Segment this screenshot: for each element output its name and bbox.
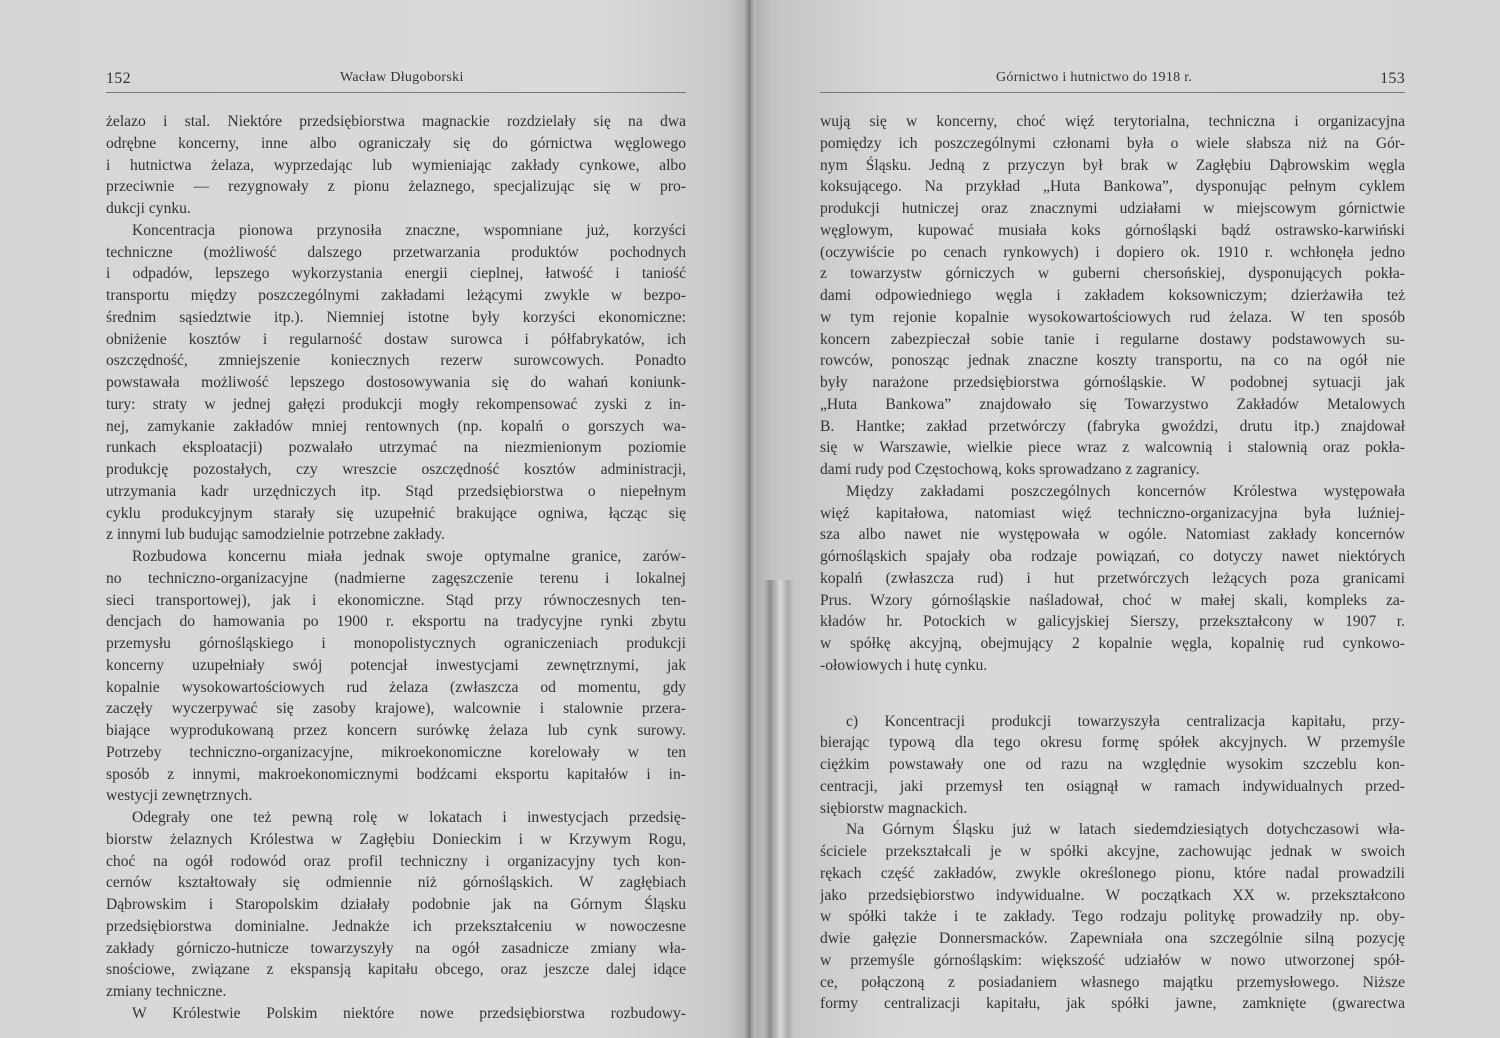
text-line: koksującego. Na przykład „Huta Bankowa”, dysponując pełnym cyklem bbox=[820, 178, 1405, 196]
book-gutter bbox=[744, 0, 756, 1038]
text-line: „Huta Bankowa” znajdowało się Towarzystwo Zakładów Metalowych bbox=[820, 395, 1405, 413]
text-line: odrębne koncerny, inne albo ograniczały się do górnictwa węglowego bbox=[106, 134, 686, 152]
right-page-number: 153 bbox=[1380, 70, 1405, 87]
text-line: w spółkę akcyjną, obejmujący 2 kopalnie węgla, kopalnię rud cynkowo- bbox=[820, 635, 1405, 652]
text-line: Koncentracja pionowa przynosiła znaczne, wspomniane już, korzyści bbox=[132, 221, 686, 239]
text-line: c) Koncentracji produkcji towarzyszyła centralizacja kapitału, przy- bbox=[846, 712, 1405, 730]
text-line: w przemyśle górnośląskim: większość udziałów w nowo utworzonej spół- bbox=[820, 951, 1405, 969]
text-line: biorstw żelaznych Królestwa w Zagłębiu Donieckim i w Krzywym Rogu, bbox=[106, 830, 686, 848]
text-line: były narażone przedsiębiorstwa górnośląskie. W podobnej sytuacji jak bbox=[820, 374, 1405, 391]
text-line: zaczęły wyczerpywać się zasoby krajowe), walcownie i stalownie przera- bbox=[106, 700, 686, 718]
text-line: rękach część zakładów, zwykle określonego pionu, które nadal prowadzili bbox=[820, 864, 1405, 882]
left-page-body bbox=[106, 111, 686, 1025]
right-page bbox=[750, 0, 1500, 1038]
text-line: górnośląskich spajały oba rodzaje powiązań, co dotyczy nawet niektórych bbox=[820, 548, 1405, 565]
text-line: i hutnictwa żelaza, wyprzedając lub wymieniając zakłady cynkowe, albo bbox=[106, 156, 686, 174]
text-line: snościowe, związane z ekspansją kapitału obcego, oraz jeszcze dalej idące bbox=[106, 961, 686, 979]
left-running-head bbox=[106, 70, 686, 93]
text-line: w tym rejonie kopalnie wysokowartościowych rud żelaza. W ten sposób bbox=[820, 308, 1405, 326]
text-line: się w Warszawie, wielkie piece wraz z walcownią i stalownią oraz pokła- bbox=[820, 439, 1405, 457]
text-line: pomiędzy ich poszczególnymi członami była o wiele słabsza niż na Gór- bbox=[820, 134, 1405, 152]
text-line: dukcji cynku. bbox=[106, 200, 191, 217]
text-line: i odpadów, lepszego wykorzystania energii cieplnej, łatwość i taniość bbox=[106, 265, 686, 283]
text-line: żelazo i stal. Niektóre przedsiębiorstwa magnackie rozdzielały się na dwa bbox=[106, 113, 686, 130]
left-page-number: 152 bbox=[106, 70, 131, 87]
right-running-title: Górnictwo i hutnictwo do 1918 r. bbox=[996, 70, 1193, 85]
text-line: przedsiębiorstwa dominialne. Jednakże ich przekształceniu w nowoczesne bbox=[106, 917, 686, 935]
text-line: przeciwnie — rezygnowały z pionu żelaznego, specjalizując się w pro- bbox=[106, 178, 686, 196]
text-line: średnim sąsiedztwie itp.). Niemniej istotne były korzyści ekonomiczne: bbox=[106, 308, 686, 326]
text-line: powstawała możliwość lepszego dostosowywania się do wahań koniunk- bbox=[106, 374, 686, 391]
text-line: wują się w koncerny, choć więź terytorialna, techniczna i organizacyjna bbox=[820, 113, 1405, 130]
text-line: w spółki także i te zakłady. Tego rodzaju politykę prowadziły np. oby- bbox=[820, 908, 1405, 926]
paper-crease bbox=[764, 580, 794, 1038]
text-line: choć na ogół rodowód oraz profil techniczny i organizacyjny tych kon- bbox=[106, 852, 686, 870]
text-line: centracji, jaki przemysł ten osiągnął w ramach indywidualnych przed- bbox=[820, 777, 1405, 795]
text-line: ściciele przekształcali je w spółki akcyjne, zachowując jednak w swoich bbox=[820, 843, 1405, 860]
text-line: runkach eksploatacji) pozwalało utrzymać na niezmienionym poziomie bbox=[106, 439, 686, 457]
text-line: siębiorstw magnackich. bbox=[820, 799, 968, 817]
text-line: Prus. Wzory górnośląskie naśladował, choć w małej skali, kompleks za- bbox=[820, 591, 1405, 609]
text-line: cyklu produkcyjnym starały się uzupełnić brakujące ogniwa, łącząc się bbox=[106, 504, 686, 522]
right-running-head bbox=[820, 70, 1405, 93]
text-line: bierając typową dla tego okresu formę spółek akcyjnych. W przemyśle bbox=[820, 734, 1405, 752]
text-line: ciężkim powstawały one od razu na względnie wysokim szczeblu kon- bbox=[820, 756, 1405, 773]
text-line: B. Hantke; zakład przetwórczy (fabryka gwoździ, drutu itp.) znajdował bbox=[820, 417, 1405, 435]
text-line: W Królestwie Polskim niektóre nowe przedsiębiorstwa rozbudowy- bbox=[132, 1004, 686, 1022]
text-line: koncern zabezpieczał sobie tanie i regularne dostawy podstawowych su- bbox=[820, 330, 1405, 348]
text-line: utrzymania kadr urzędniczych itp. Stąd przedsiębiorstwa o niepełnym bbox=[106, 482, 686, 500]
text-line: obniżenie kosztów i regularność dostaw surowca i półfabrykatów, ich bbox=[106, 330, 686, 348]
text-line: dencjach do hamowania po 1900 r. eksportu na tradycyjne rynki zbytu bbox=[106, 613, 686, 631]
text-line: oszczędność, zmniejszenie koniecznych rezerw surowcowych. Ponadto bbox=[106, 352, 686, 370]
text-line: kopalń (zwłaszcza rud) i hut przetwórczych leżących poza granicami bbox=[820, 569, 1405, 587]
text-line: przemysłu górnośląskiego i monopolistycznych ograniczeniach produkcji bbox=[106, 635, 686, 652]
text-line: dwie gałęzie Donnersmacków. Zapewniała ona szczególnie silną pozycję bbox=[820, 930, 1405, 947]
text-line: Na Górnym Śląsku już w latach siedemdziesiątych dotychczasowi wła- bbox=[846, 821, 1405, 839]
text-line: więź kapitałowa, natomiast więź techniczno-organizacyjna była luźniej- bbox=[820, 504, 1405, 522]
text-line: ce, połączoną z posiadaniem własnego majątku przemysłowego. Niższe bbox=[820, 973, 1405, 991]
text-line: kopalnie wysokowartościowych rud żelaza (zwłaszcza od momentu, gdy bbox=[106, 678, 686, 696]
text-line: westycji zewnętrznych. bbox=[106, 787, 253, 805]
text-line: nym Śląsku. Jedną z przyczyn był brak w Zagłębiu Dąbrowskim węgla bbox=[820, 156, 1405, 174]
text-line: -ołowiowych i hutę cynku. bbox=[820, 656, 988, 674]
text-line: tury: straty w jednej gałęzi produkcji mogły rekompensować zyski z in- bbox=[106, 395, 686, 413]
text-line: kładów hr. Potockich w galicyjskiej Sierszy, przekształcony w 1907 r. bbox=[820, 613, 1405, 631]
text-line: rowców, ponosząc jednak znaczne koszty transportu, na co na ogół nie bbox=[820, 352, 1405, 370]
text-line: zmiany techniczne. bbox=[106, 983, 227, 1000]
text-line: nej, zamykanie zakładów mniej rentownych (np. kopalń o gorszych wa- bbox=[106, 417, 686, 435]
left-running-title: Wacław Długoborski bbox=[340, 70, 464, 85]
text-line: z innymi lub budując samodzielnie potrzebne zakłady. bbox=[106, 526, 445, 544]
text-line: jako przedsiębiorstwo indywidualne. W początkach XX w. przekształcono bbox=[820, 886, 1405, 904]
right-page-body bbox=[820, 111, 1405, 1015]
text-line: sza albo nawet nie występowała w ogóle. Natomiast zakłady koncernów bbox=[820, 526, 1405, 544]
text-line: transportu między poszczególnymi zakładami leżącymi zwykle w bezpo- bbox=[106, 287, 686, 304]
text-line: Między zakładami poszczególnych koncernów Królestwa występowała bbox=[846, 482, 1405, 500]
text-line: węglowym, kupować musiała koks górnośląski bądź ostrawsko-karwiński bbox=[820, 221, 1405, 239]
text-line: zakłady górniczo-hutnicze towarzyszyły na ogół zasadnicze zmiany wła- bbox=[106, 939, 686, 957]
text-line: dami odpowiedniego węgla i zakładem koksowniczym; dzierżawiła też bbox=[820, 287, 1405, 304]
text-line: produkcję pozostałych, czy wreszcie oszczędność kosztów administracji, bbox=[106, 461, 686, 478]
text-line: cernów kształtowały się odmiennie niż górnośląskich. W zagłębiach bbox=[106, 874, 686, 892]
text-line: Potrzeby techniczno-organizacyjne, mikroekonomiczne korelowały w ten bbox=[106, 743, 686, 761]
text-line: sieci transportowej), jak i ekonomiczne. Stąd przy równoczesnych ten- bbox=[106, 591, 686, 609]
text-line: biające wyprodukowaną przez koncern surówkę żelaza lub cynk surowy. bbox=[106, 722, 686, 739]
text-line: sposób z innymi, makroekonomicznymi bodźcami eksportu kapitałów i in- bbox=[106, 765, 686, 783]
text-line: Odegrały one też pewną rolę w lokatach i inwestycjach przedsię- bbox=[132, 809, 686, 826]
text-line: produkcji hutniczej oraz znacznymi udziałami w miejscowym górnictwie bbox=[820, 200, 1405, 217]
text-line: techniczne (możliwość dalszego przetwarzania produktów pochodnych bbox=[106, 243, 686, 261]
text-line: z towarzystw górniczych w guberni chersońskiej, dysponujących pokła- bbox=[820, 265, 1405, 283]
text-line: koncerny uzupełniały swój potencjał inwestycjami zewnętrznymi, jak bbox=[106, 656, 686, 674]
text-line: dami rudy pod Częstochową, koks sprowadzano z zagranicy. bbox=[820, 461, 1200, 478]
text-line: no techniczno-organizacyjne (nadmierne zagęszczenie terenu i lokalnej bbox=[106, 569, 686, 587]
text-line: (oczywiście po cenach rynkowych) i dopiero ok. 1910 r. wchłonęła jedno bbox=[820, 243, 1405, 261]
section-gap bbox=[820, 677, 1405, 711]
text-line: Rozbudowa koncernu miała jednak swoje optymalne granice, zarów- bbox=[132, 548, 686, 565]
text-line: formy centralizacji kapitału, jak spółki jawne, zamknięte (gwarectwa bbox=[820, 995, 1405, 1013]
text-line: Dąbrowskim i Staropolskim działały podobnie jak na Górnym Śląsku bbox=[106, 896, 686, 913]
